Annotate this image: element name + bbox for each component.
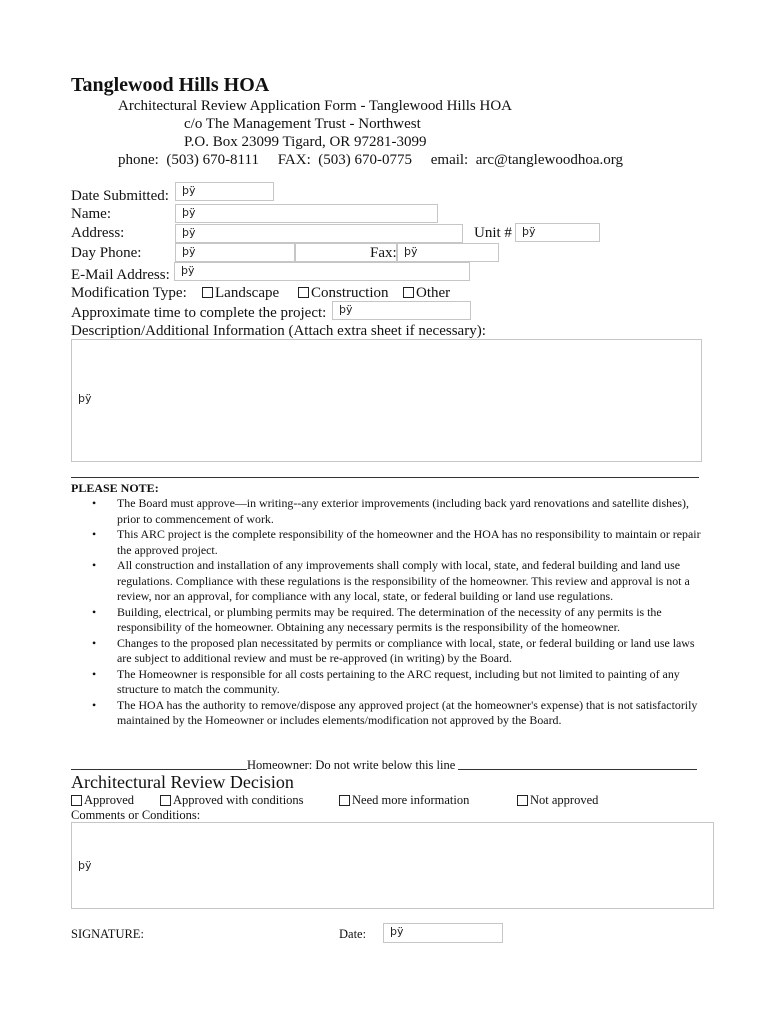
divider-text: Homeowner: Do not write below this line (247, 758, 456, 772)
other-option[interactable] (403, 285, 450, 302)
please-note-heading: PLEASE NOTE: (71, 481, 159, 495)
notes-list (71, 496, 701, 729)
need-more-info-option[interactable] (339, 793, 469, 808)
email-field[interactable]: þÿ (174, 262, 470, 281)
signature-label: SIGNATURE: (71, 927, 144, 941)
unit-label: Unit # (474, 225, 512, 241)
contact-line: phone: (503) 670-8111 FAX: (503) 670-0775 email: arc@tanglewoodhoa.org (118, 152, 623, 168)
email-label: E-Mail Address: (71, 267, 170, 283)
bullet-icon: • (92, 527, 97, 541)
bullet-icon: • (92, 697, 97, 712)
divider-rule-left (71, 769, 247, 770)
note-item (71, 667, 701, 698)
construction-option-label: Construction (311, 285, 389, 301)
landscape-option[interactable] (202, 285, 279, 302)
note-text: The Homeowner is responsible for all costs pertaining to the ARC request, including but not limited to painting of any structure to match the community. (117, 666, 680, 696)
bullet-icon: • (92, 635, 97, 650)
decision-date-field[interactable]: þÿ (383, 923, 503, 943)
note-text: All construction and installation of any improvements shall comply with local, state, and federal building and land use regulations. Compliance with these regulations is the responsibility of the homeowner. This review and approval is not a review, nor an approval, for compliance with any local, state, or federal building or land use regulations. (117, 558, 690, 603)
approved-with-conditions-checkbox[interactable] (160, 795, 171, 806)
approved-option-label: Approved (84, 793, 134, 807)
decision-heading: Architectural Review Decision (71, 772, 294, 792)
approx-time-field[interactable]: þÿ (332, 301, 471, 320)
note-item (71, 527, 701, 558)
divider-rule-right (458, 769, 697, 770)
construction-checkbox[interactable] (298, 287, 309, 298)
fax-field[interactable]: þÿ (397, 243, 499, 262)
bullet-icon: • (92, 558, 97, 572)
unit-field[interactable]: þÿ (515, 223, 600, 242)
name-field[interactable]: þÿ (175, 204, 438, 223)
name-label: Name: (71, 206, 111, 222)
address-line: P.O. Box 23099 Tigard, OR 97281-3099 (184, 134, 427, 150)
not-approved-option[interactable] (517, 793, 598, 808)
note-text: Changes to the proposed plan necessitated by permits or compliance with local, state, or federal building or land use laws are subject to additional review and must be re-approved (in writing) by the Board. (117, 635, 695, 665)
need-more-info-option-label: Need more information (352, 793, 470, 807)
note-text: Building, electrical, or plumbing permits may be required. The determination of the necessity of any permits is the responsibility of the homeowner. Obtaining any necessary permits is the responsibility of the homeowner. (117, 604, 662, 634)
date-submitted-field[interactable]: þÿ (175, 182, 274, 201)
section-divider (71, 477, 699, 478)
page-title: Tanglewood Hills HOA (71, 74, 270, 96)
need-more-info-checkbox[interactable] (339, 795, 350, 806)
note-item (71, 636, 701, 667)
approved-option[interactable] (71, 793, 134, 808)
note-item (71, 605, 701, 636)
note-item (71, 698, 701, 729)
bullet-icon: • (92, 496, 97, 510)
description-field[interactable]: þÿ (71, 339, 702, 462)
bullet-icon: • (92, 666, 97, 681)
note-text: The HOA has the authority to remove/dispose any approved project (at the homeowner's expense) that is not satisfactorily maintained by the Homeowner or includes elements/modification not approved by the Board. (117, 697, 698, 727)
date-label: Date: (339, 927, 367, 941)
comments-label: Comments or Conditions: (71, 808, 201, 822)
address-field[interactable]: þÿ (175, 224, 463, 243)
landscape-option-label: Landscape (215, 285, 280, 301)
construction-option[interactable] (298, 285, 389, 302)
not-approved-option-label: Not approved (530, 793, 599, 807)
date-submitted-label: Date Submitted: (71, 188, 169, 204)
note-text: This ARC project is the complete responsibility of the homeowner and the HOA has no responsibility to maintain or repair the approved project. (117, 527, 701, 557)
landscape-checkbox[interactable] (202, 287, 213, 298)
note-text: The Board must approve—in writing--any exterior improvements (including back yard renovations and satellite dishes), prior to commencement of work. (117, 496, 689, 526)
other-checkbox[interactable] (403, 287, 414, 298)
address-label: Address: (71, 225, 125, 241)
bullet-icon: • (92, 604, 97, 619)
note-item (71, 496, 701, 527)
approved-with-conditions-option[interactable] (160, 793, 304, 808)
day-phone-label: Day Phone: (71, 245, 142, 261)
comments-field[interactable]: þÿ (71, 822, 714, 909)
other-option-label: Other (416, 285, 451, 301)
fax-label: Fax: (370, 245, 397, 261)
modification-type-label: Modification Type: (71, 285, 187, 301)
approved-checkbox[interactable] (71, 795, 82, 806)
description-label: Description/Additional Information (Attach extra sheet if necessary): (71, 323, 486, 339)
approx-time-label: Approximate time to complete the project: (71, 305, 327, 321)
note-item (71, 558, 701, 605)
form-heading: Architectural Review Application Form - Tanglewood Hills HOA (118, 98, 513, 114)
day-phone-field[interactable]: þÿ (175, 243, 295, 262)
management-line: c/o The Management Trust - Northwest (184, 116, 421, 132)
approved-with-conditions-option-label: Approved with conditions (173, 793, 304, 807)
not-approved-checkbox[interactable] (517, 795, 528, 806)
